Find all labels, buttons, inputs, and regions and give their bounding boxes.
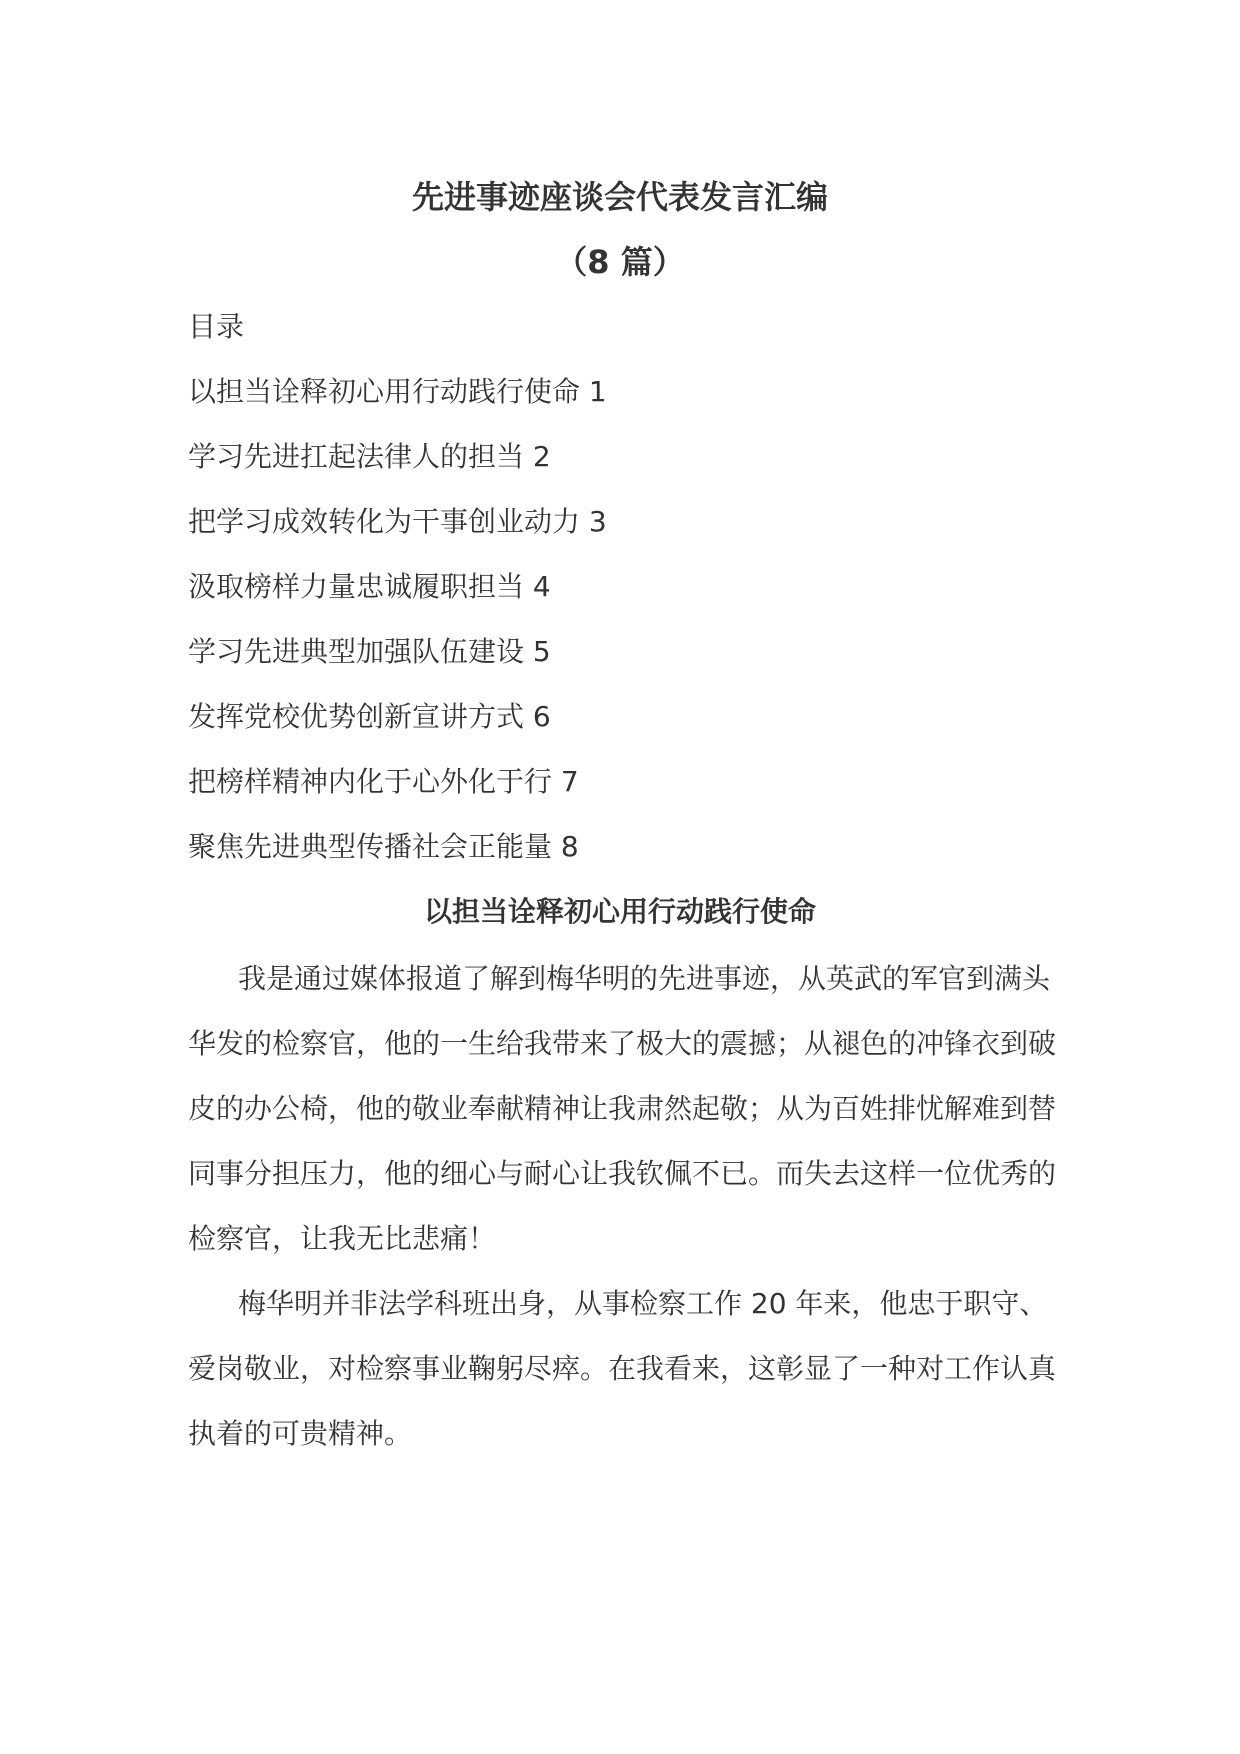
- toc-item: 汲取榜样力量忠诚履职担当 4: [188, 570, 551, 603]
- toc-item: 把榜样精神内化于心外化于行 7: [188, 765, 579, 798]
- body-paragraph: 梅华明并非法学科班出身，从事检察工作 20 年来，他忠于职守、爱岗敬业，对检察事业鞠躬尽瘁。在我看来，这彰显了一种对工作认真执着的可贵精神。: [188, 1287, 1057, 1450]
- document-title: 先进事迹座谈会代表发言汇编: [411, 178, 828, 216]
- document-subtitle: （8 篇）: [555, 243, 685, 281]
- body-paragraph: 我是通过媒体报道了解到梅华明的先进事迹，从英武的军官到满头华发的检察官，他的一生给我带来了极大的震撼；从褪色的冲锋衣到破皮的办公椅，他的敬业奉献精神让我肃然起敬；从为百姓排忧解难到替同事分担压力，他的细心与耐心让我钦佩不已。而失去这样一位优秀的检察官，让我无比悲痛！: [188, 962, 1057, 1255]
- table-of-contents: [188, 368, 607, 888]
- toc-item: 学习先进扛起法律人的担当 2: [188, 440, 551, 473]
- toc-item: 发挥党校优势创新宣讲方式 6: [188, 700, 551, 733]
- toc-item: 学习先进典型加强队伍建设 5: [188, 635, 551, 668]
- section-title: 以担当诠释初心用行动践行使命: [423, 895, 816, 928]
- toc-heading: 目录: [188, 310, 245, 343]
- toc-item: 以担当诠释初心用行动践行使命 1: [188, 375, 607, 408]
- toc-item: 把学习成效转化为干事创业动力 3: [188, 505, 607, 538]
- toc-item: 聚焦先进典型传播社会正能量 8: [188, 830, 579, 863]
